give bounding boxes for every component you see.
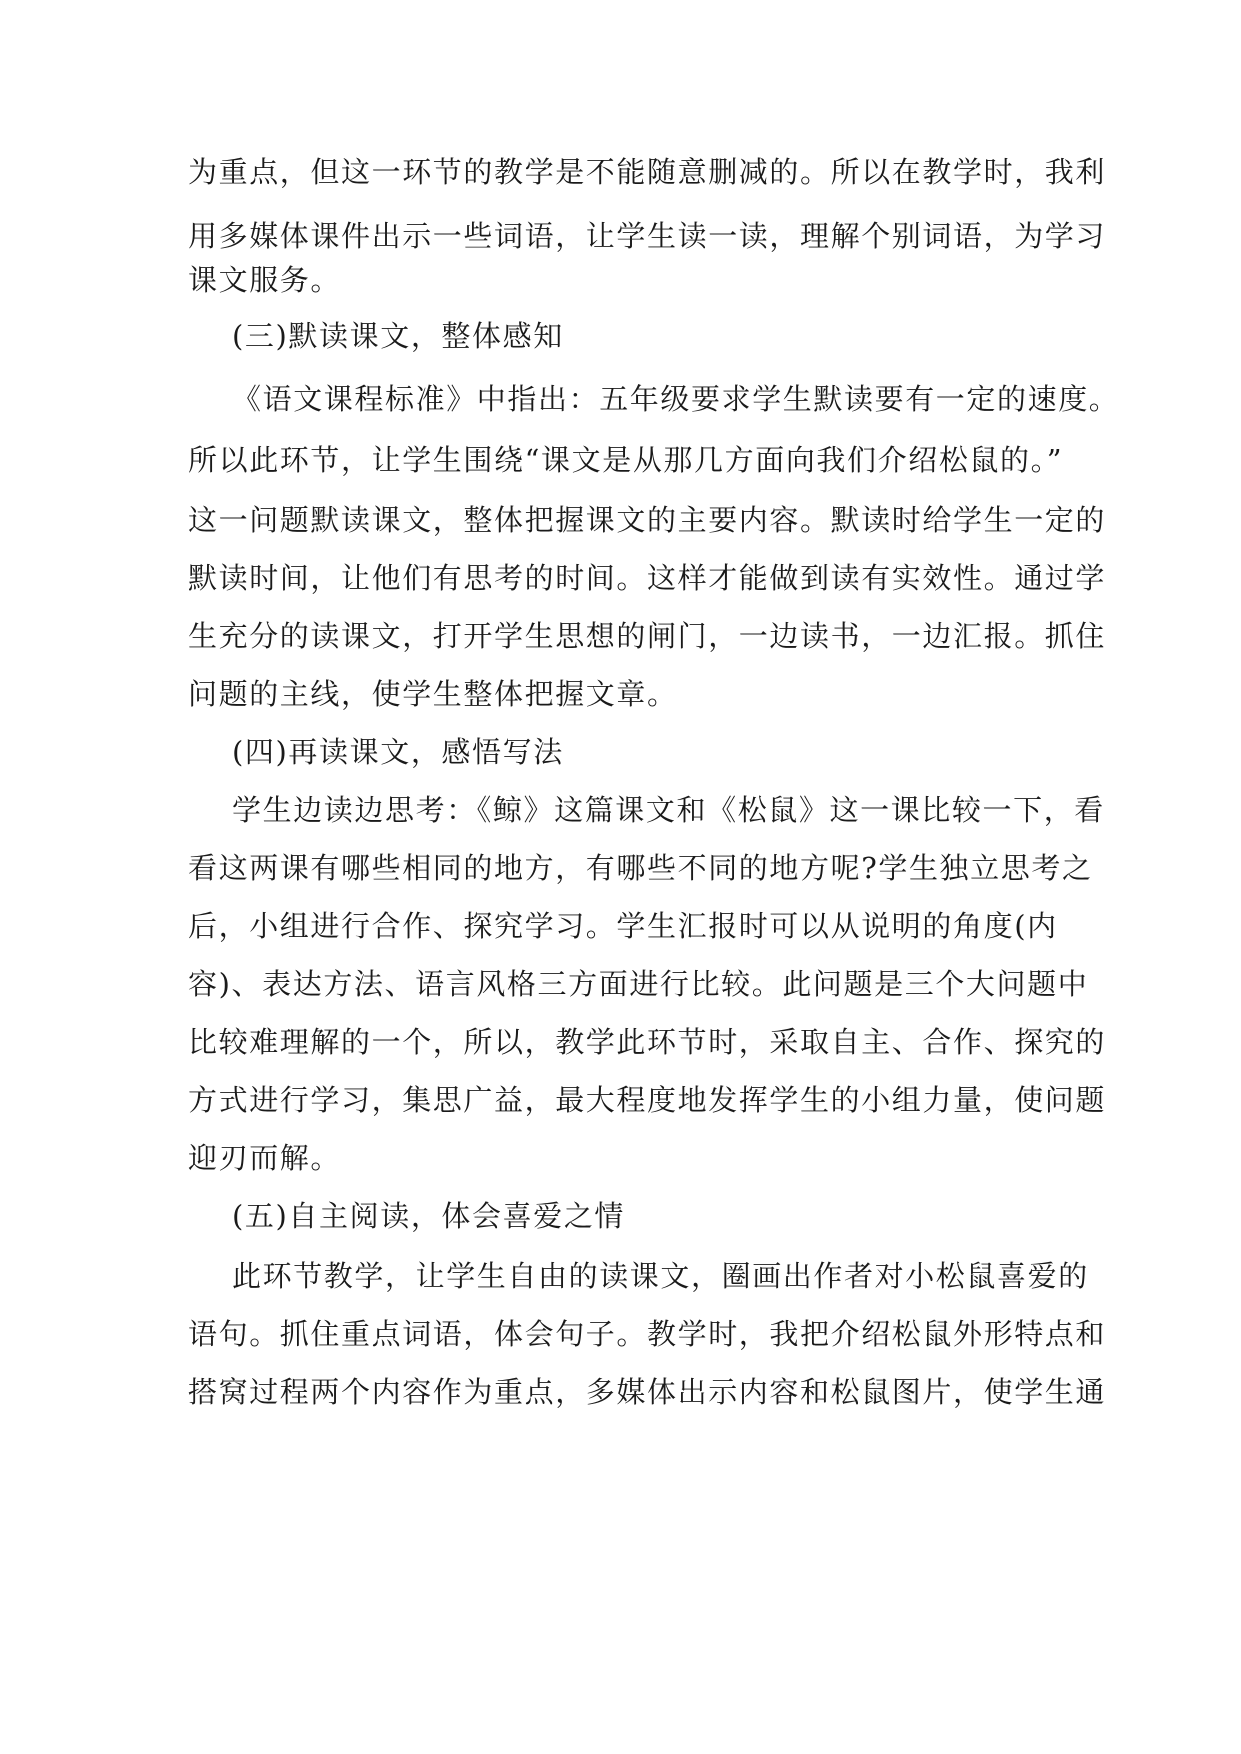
body-text-line: 问题的主线，使学生整体把握文章。 <box>188 677 678 711</box>
body-text-line: 这一问题默读课文，整体把握课文的主要内容。默读时给学生一定的 <box>188 503 1107 537</box>
body-text-line: 比较难理解的一个，所以，教学此环节时，采取自主、合作、探究的 <box>188 1025 1107 1059</box>
body-text-line: 《语文课程标准》中指出：五年级要求学生默读要有一定的速度。 <box>232 382 1120 416</box>
body-text-line: 所以此环节，让学生围绕“课文是从那几方面向我们介绍松鼠的。” <box>188 443 1064 477</box>
body-text-line: 语句。抓住重点词语，体会句子。教学时，我把介绍松鼠外形特点和 <box>188 1317 1107 1351</box>
section-heading: (三)默读课文，整体感知 <box>232 319 564 353</box>
body-text-line: 看这两课有哪些相同的地方，有哪些不同的地方呢?学生独立思考之 <box>188 851 1093 885</box>
body-text-line: 生充分的读课文，打开学生思想的闸门，一边读书，一边汇报。抓住 <box>188 619 1107 653</box>
body-text-line: 学生边读边思考：《鲸》这篇课文和《松鼠》这一课比较一下，看 <box>232 793 1105 827</box>
body-text-line: 迎刃而解。 <box>188 1141 342 1175</box>
section-heading: (五)自主阅读，体会喜爱之情 <box>232 1199 626 1233</box>
body-text-line: 容)、表达方法、语言风格三方面进行比较。此问题是三个大问题中 <box>188 967 1089 1001</box>
body-text-line: 用多媒体课件出示一些词语，让学生读一读，理解个别词语，为学习 <box>188 219 1107 253</box>
body-text-line: 此环节教学，让学生自由的读课文，圈画出作者对小松鼠喜爱的 <box>232 1259 1089 1293</box>
body-text-line: 方式进行学习，集思广益，最大程度地发挥学生的小组力量，使问题 <box>188 1083 1107 1117</box>
body-text-line: 后，小组进行合作、探究学习。学生汇报时可以从说明的角度(内 <box>188 909 1058 943</box>
body-text-line: 为重点，但这一环节的教学是不能随意删减的。所以在教学时，我利 <box>188 155 1107 189</box>
body-text-line: 默读时间，让他们有思考的时间。这样才能做到读有实效性。通过学 <box>188 561 1107 595</box>
body-text-line: 搭窝过程两个内容作为重点，多媒体出示内容和松鼠图片，使学生通 <box>188 1375 1107 1409</box>
body-text-line: 课文服务。 <box>188 263 342 297</box>
section-heading: (四)再读课文，感悟写法 <box>232 735 564 769</box>
